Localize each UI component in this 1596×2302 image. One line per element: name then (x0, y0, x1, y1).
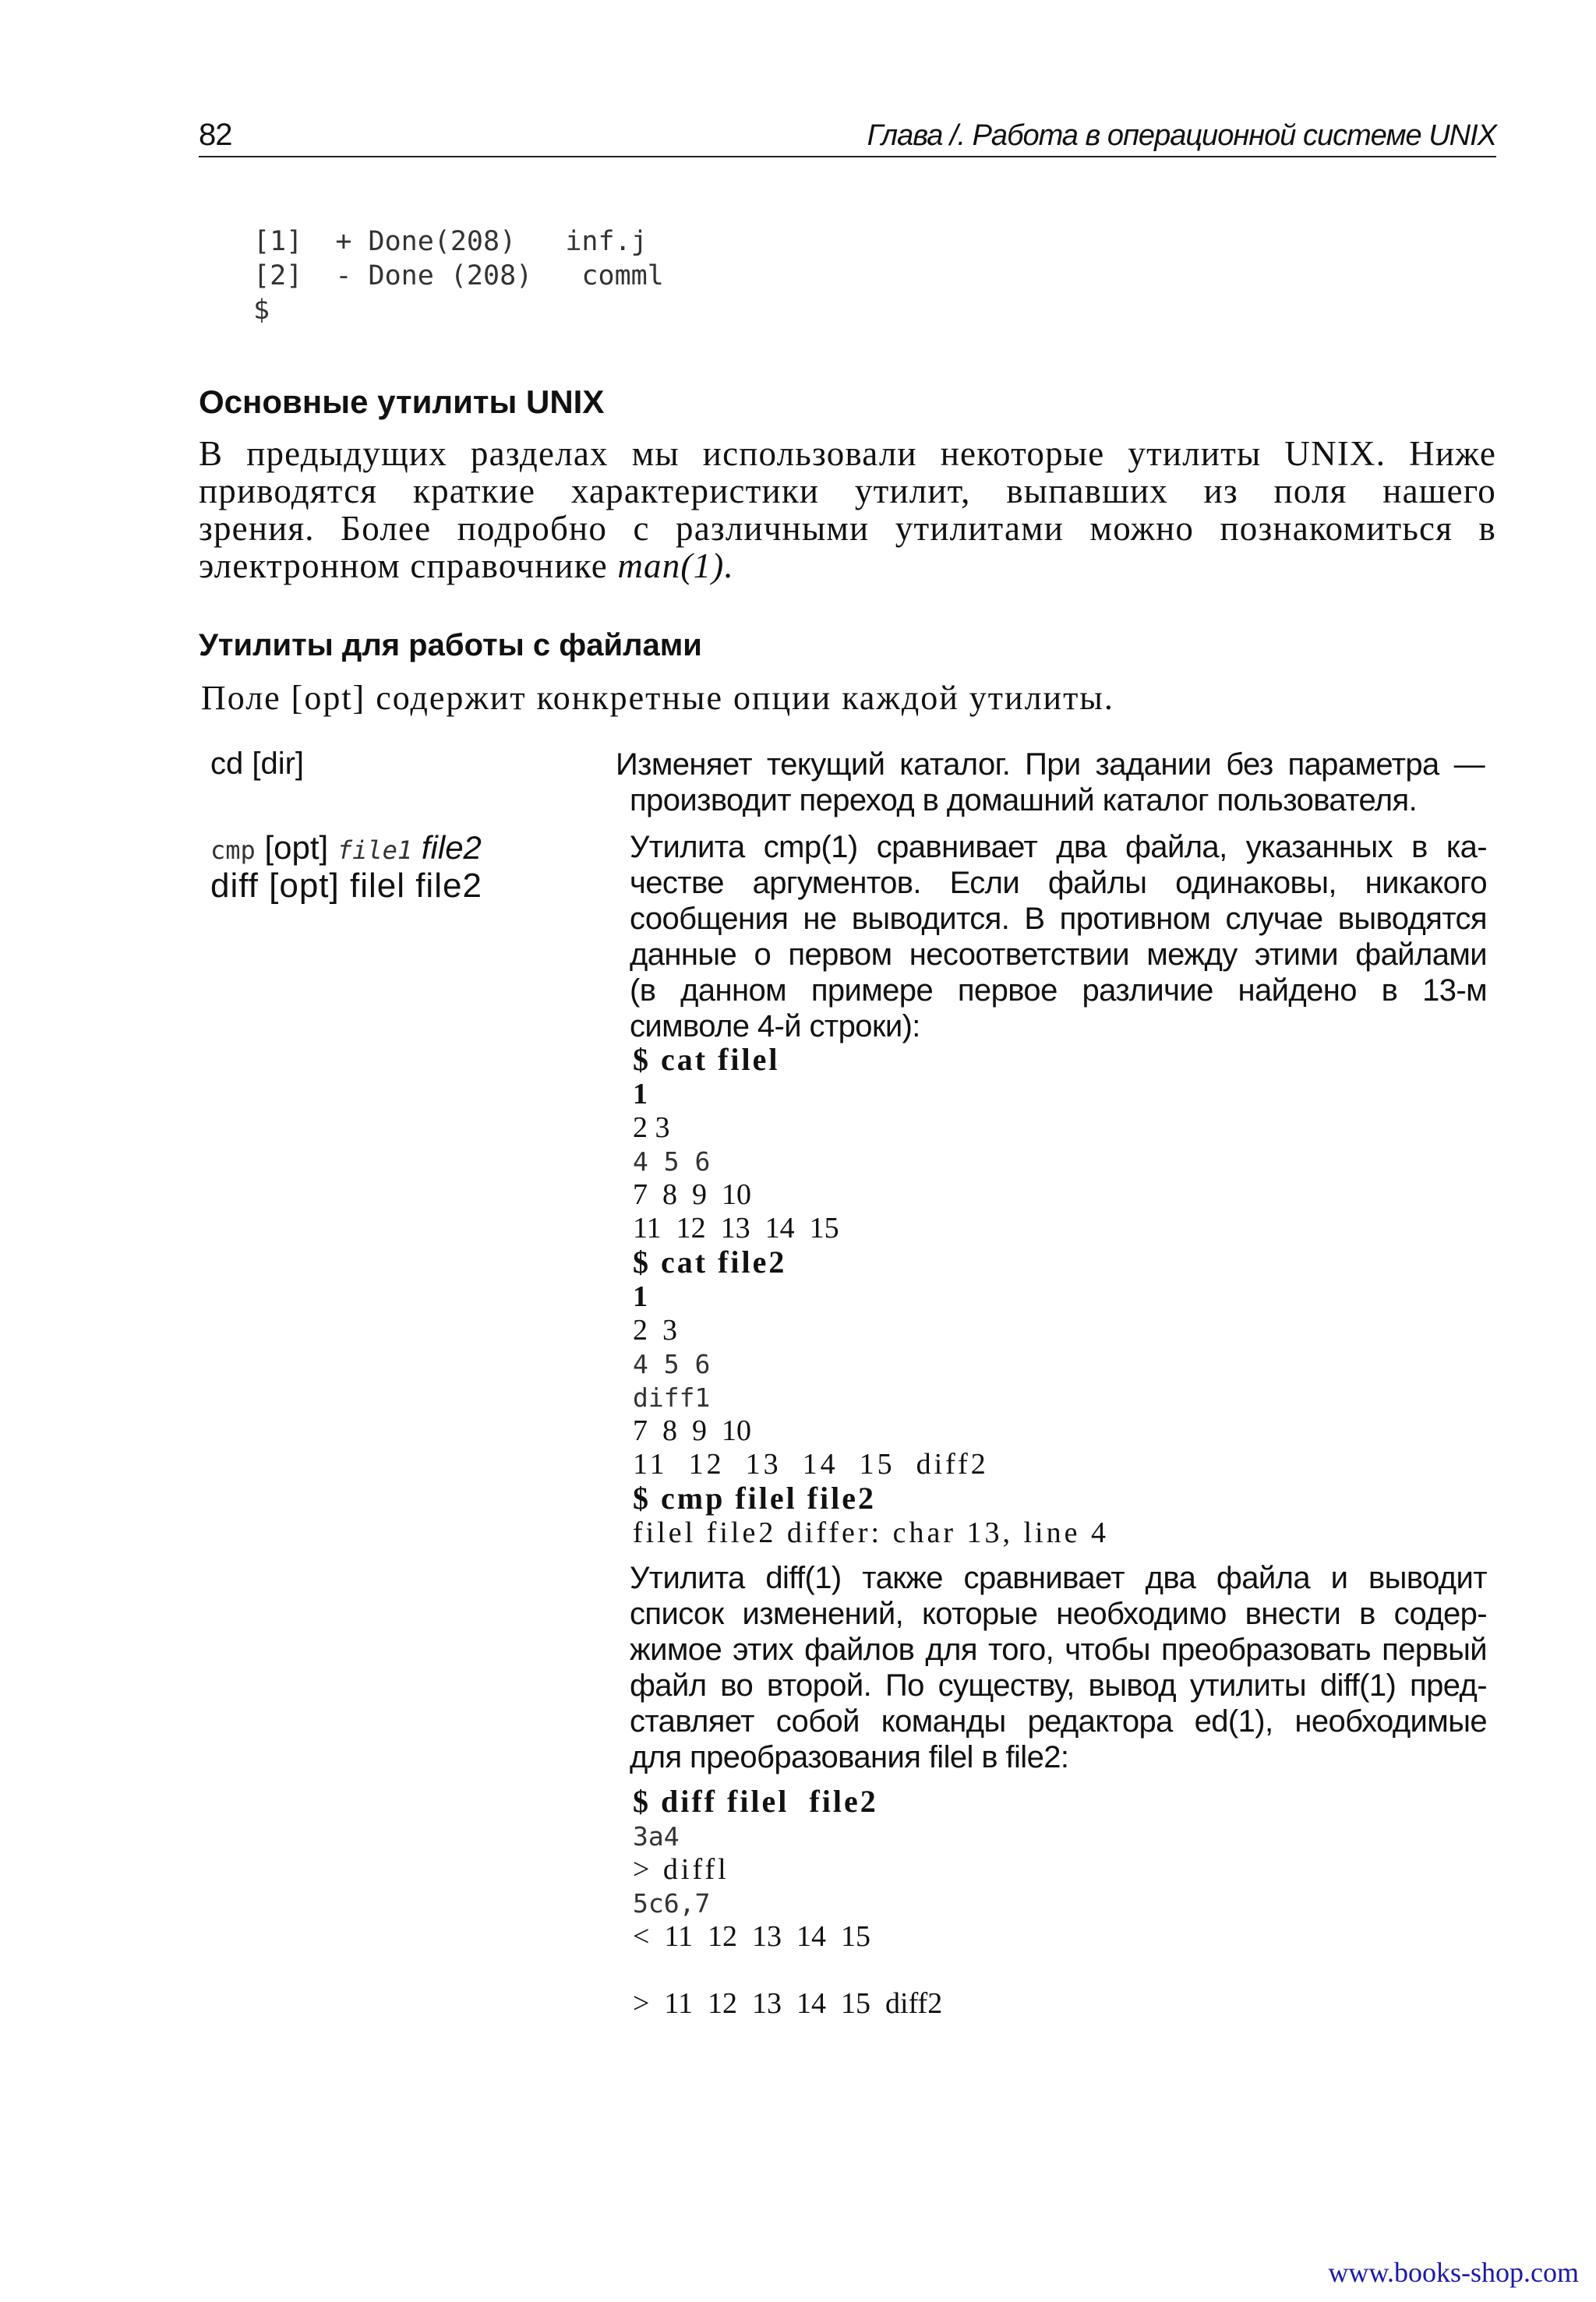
diff-desc-line: Утилита diff(1) также сравнивает два файла и выводит (630, 1561, 1487, 1595)
page-header (199, 117, 1496, 157)
cmp-desc-line: символе 4-й строки): (630, 1009, 920, 1043)
cmp-desc-line: (в данном примере первое различие найдено в 13-м (630, 973, 1487, 1008)
section-title: Основные утилиты UNIX (199, 383, 605, 420)
code-line: 1 (633, 1078, 648, 1110)
man-reference: man(1). (617, 546, 734, 585)
diff-term: diff [opt] filel file2 (210, 867, 482, 905)
code-line: 4 5 6 (633, 1146, 711, 1177)
code-line: 7 8 9 10 (633, 1178, 751, 1211)
diff-desc-line: для преобразования filel в file2: (630, 1740, 1069, 1774)
code-line: diff1 (633, 1382, 711, 1413)
jobs-line-2: [2] - Done (208) comml (253, 260, 664, 291)
diff-example-code (633, 1785, 942, 2021)
subsection-title: Утилиты для работы с файлами (199, 628, 702, 662)
code-line: > diffl (633, 1853, 729, 1886)
jobs-prompt: $ (253, 295, 270, 326)
fields-note: Поле [opt] содержит конкретные опции каждой утилиты. (201, 679, 1114, 717)
cmp-desc-line: Утилита cmp(1) сравнивает два файла, указанных в ка- (630, 830, 1487, 864)
page-number: 82 (199, 118, 232, 152)
jobs-output (253, 224, 664, 327)
intro-line: В предыдущих разделах мы использовали некоторые утилиты UNIX. Ниже (199, 434, 1496, 473)
diff-desc-line: жимое этих файлов для того, чтобы преобразовать первый (630, 1633, 1487, 1667)
code-line: 3a4 (633, 1821, 680, 1852)
code-command: $ diff filel file2 (633, 1784, 878, 1819)
cmp-example-code (633, 1043, 1109, 1550)
running-title: Глава /. Работа в операционной системе UNIX (867, 119, 1496, 152)
cmp-term-cmd: cmp (210, 835, 256, 865)
cd-description (616, 747, 1485, 818)
code-line: 4 5 6 (633, 1349, 711, 1379)
cmp-description (630, 829, 1487, 1044)
code-line: 7 8 9 10 (633, 1414, 751, 1447)
diff-desc-line: ставляет собой команды редактора ed(1), необходимые (630, 1704, 1487, 1739)
intro-line-last (199, 547, 1496, 584)
cd-desc-line: Изменяет текущий каталог. При задании без параметра — (616, 747, 1485, 782)
footer-link[interactable]: www.books-shop.com (1328, 2257, 1579, 2288)
cmp-term-file1: file1 (337, 835, 413, 865)
code-line: 11 12 13 14 15 diff2 (633, 1448, 989, 1481)
code-line: 11 12 13 14 15 (633, 1212, 839, 1245)
code-line: > 11 12 13 14 15 diff2 (633, 1987, 943, 2020)
code-command: $ cmp filel file2 (633, 1481, 877, 1516)
cmp-desc-line: честве аргументов. Если файлы одинаковы, никакого (630, 866, 1487, 900)
code-command: $ cat filel (633, 1042, 780, 1077)
diff-desc-line: список изменений, которые необходимо внести в содер- (630, 1597, 1487, 1631)
code-line: 2 3 (633, 1314, 677, 1347)
cd-desc-line: производит переход в домашний каталог пользователя. (630, 783, 1418, 817)
diff-desc-line: файл во второй. По существу, вывод утилиты diff(1) пред- (630, 1668, 1487, 1703)
code-line: 2 3 (633, 1111, 670, 1144)
intro-line: зрения. Более подробно с различными утилитами можно познакомиться в (199, 509, 1496, 548)
jobs-line-1: [1] + Done(208) inf.j (253, 226, 648, 257)
code-line: < 11 12 13 14 15 (633, 1920, 871, 1953)
intro-line: приводятся краткие характеристики утилит, выпавших из поля нашего (199, 471, 1496, 510)
cmp-desc-line: сообщения не выводится. В противном случае выводятся (630, 902, 1487, 936)
code-command: $ cat file2 (633, 1245, 787, 1280)
cmp-term-file2: file2 (412, 829, 482, 866)
cmp-desc-line: данные о первом несоответствии между этими файлами (630, 937, 1487, 972)
intro-line-text: электронном справочнике (199, 546, 618, 585)
code-line: filel file2 differ: char 13, line 4 (633, 1516, 1109, 1549)
diff-description (630, 1560, 1487, 1775)
section-intro (199, 435, 1496, 584)
code-line: 1 (633, 1280, 648, 1313)
code-line: 5c6,7 (633, 1888, 711, 1919)
cmp-term (210, 829, 482, 867)
cd-term: cd [dir] (210, 747, 305, 781)
cmp-term-opt: [opt] (255, 829, 337, 866)
